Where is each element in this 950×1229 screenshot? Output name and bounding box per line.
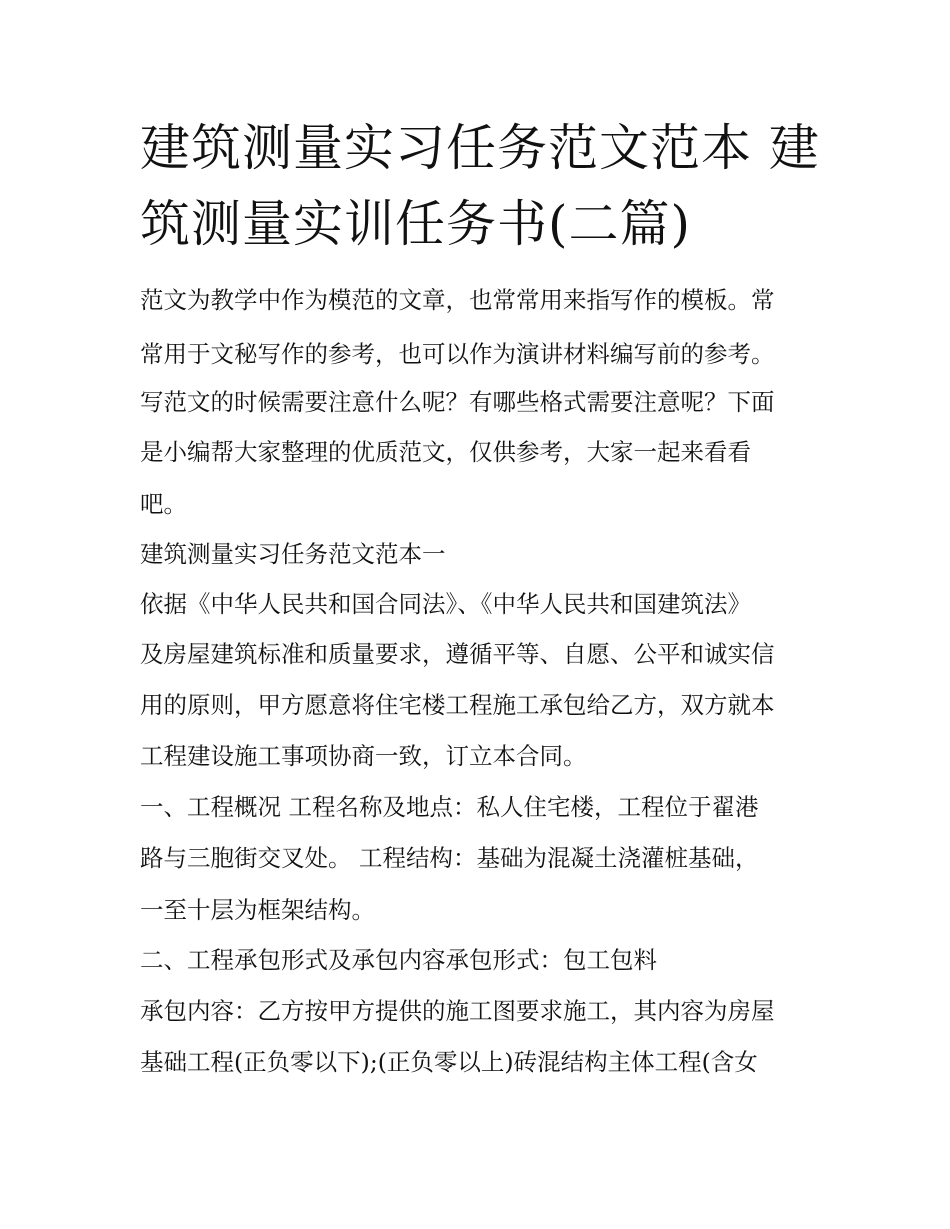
paragraph-line: 承包内容：乙方按甲方提供的施工图要求施工，其内容为房屋 bbox=[140, 997, 775, 1025]
paragraph-line: 基础工程(正负零以下);(正负零以上)砖混结构主体工程(含女 bbox=[140, 1048, 758, 1076]
intro-line-2: 常用于文秘写作的参考，也可以作为演讲材料编写前的参考。 bbox=[140, 340, 775, 368]
intro-line-3: 写范文的时候需要注意什么呢？有哪些格式需要注意呢？下面 bbox=[140, 388, 775, 416]
paragraph-line: 及房屋建筑标准和质量要求，遵循平等、自愿、公平和诚实信 bbox=[140, 640, 775, 668]
title-line-1: 建筑测量实习任务范文范本 建 bbox=[140, 119, 820, 177]
title-line-2: 筑测量实训任务书(二篇) bbox=[140, 195, 692, 253]
intro-line-4: 是小编帮大家整理的优质范文，仅供参考，大家一起来看看 bbox=[140, 438, 751, 466]
section-heading: 建筑测量实习任务范文范本一 bbox=[140, 540, 446, 568]
paragraph-line: 依据《中华人民共和国合同法》、《中华人民共和国建筑法》 bbox=[140, 590, 751, 618]
intro-line-5: 吧。 bbox=[140, 490, 187, 518]
paragraph-line: 二、工程承包形式及承包内容承包形式：包工包料 bbox=[140, 946, 657, 974]
paragraph-line: 工程建设施工事项协商一致，订立本合同。 bbox=[140, 742, 587, 770]
paragraph-line: 一至十层为框架结构。 bbox=[140, 896, 375, 924]
paragraph-line: 一、工程概况 工程名称及地点：私人住宅楼，工程位于翟港 bbox=[140, 793, 759, 821]
intro-line-1: 范文为教学中作为模范的文章，也常常用来指写作的模板。常 bbox=[140, 286, 775, 314]
document-title bbox=[140, 110, 820, 262]
paragraph-line: 用的原则，甲方愿意将住宅楼工程施工承包给乙方，双方就本 bbox=[140, 691, 775, 719]
paragraph-line: 路与三胞街交叉处。 工程结构：基础为混凝土浇灌桩基础， bbox=[140, 844, 759, 872]
